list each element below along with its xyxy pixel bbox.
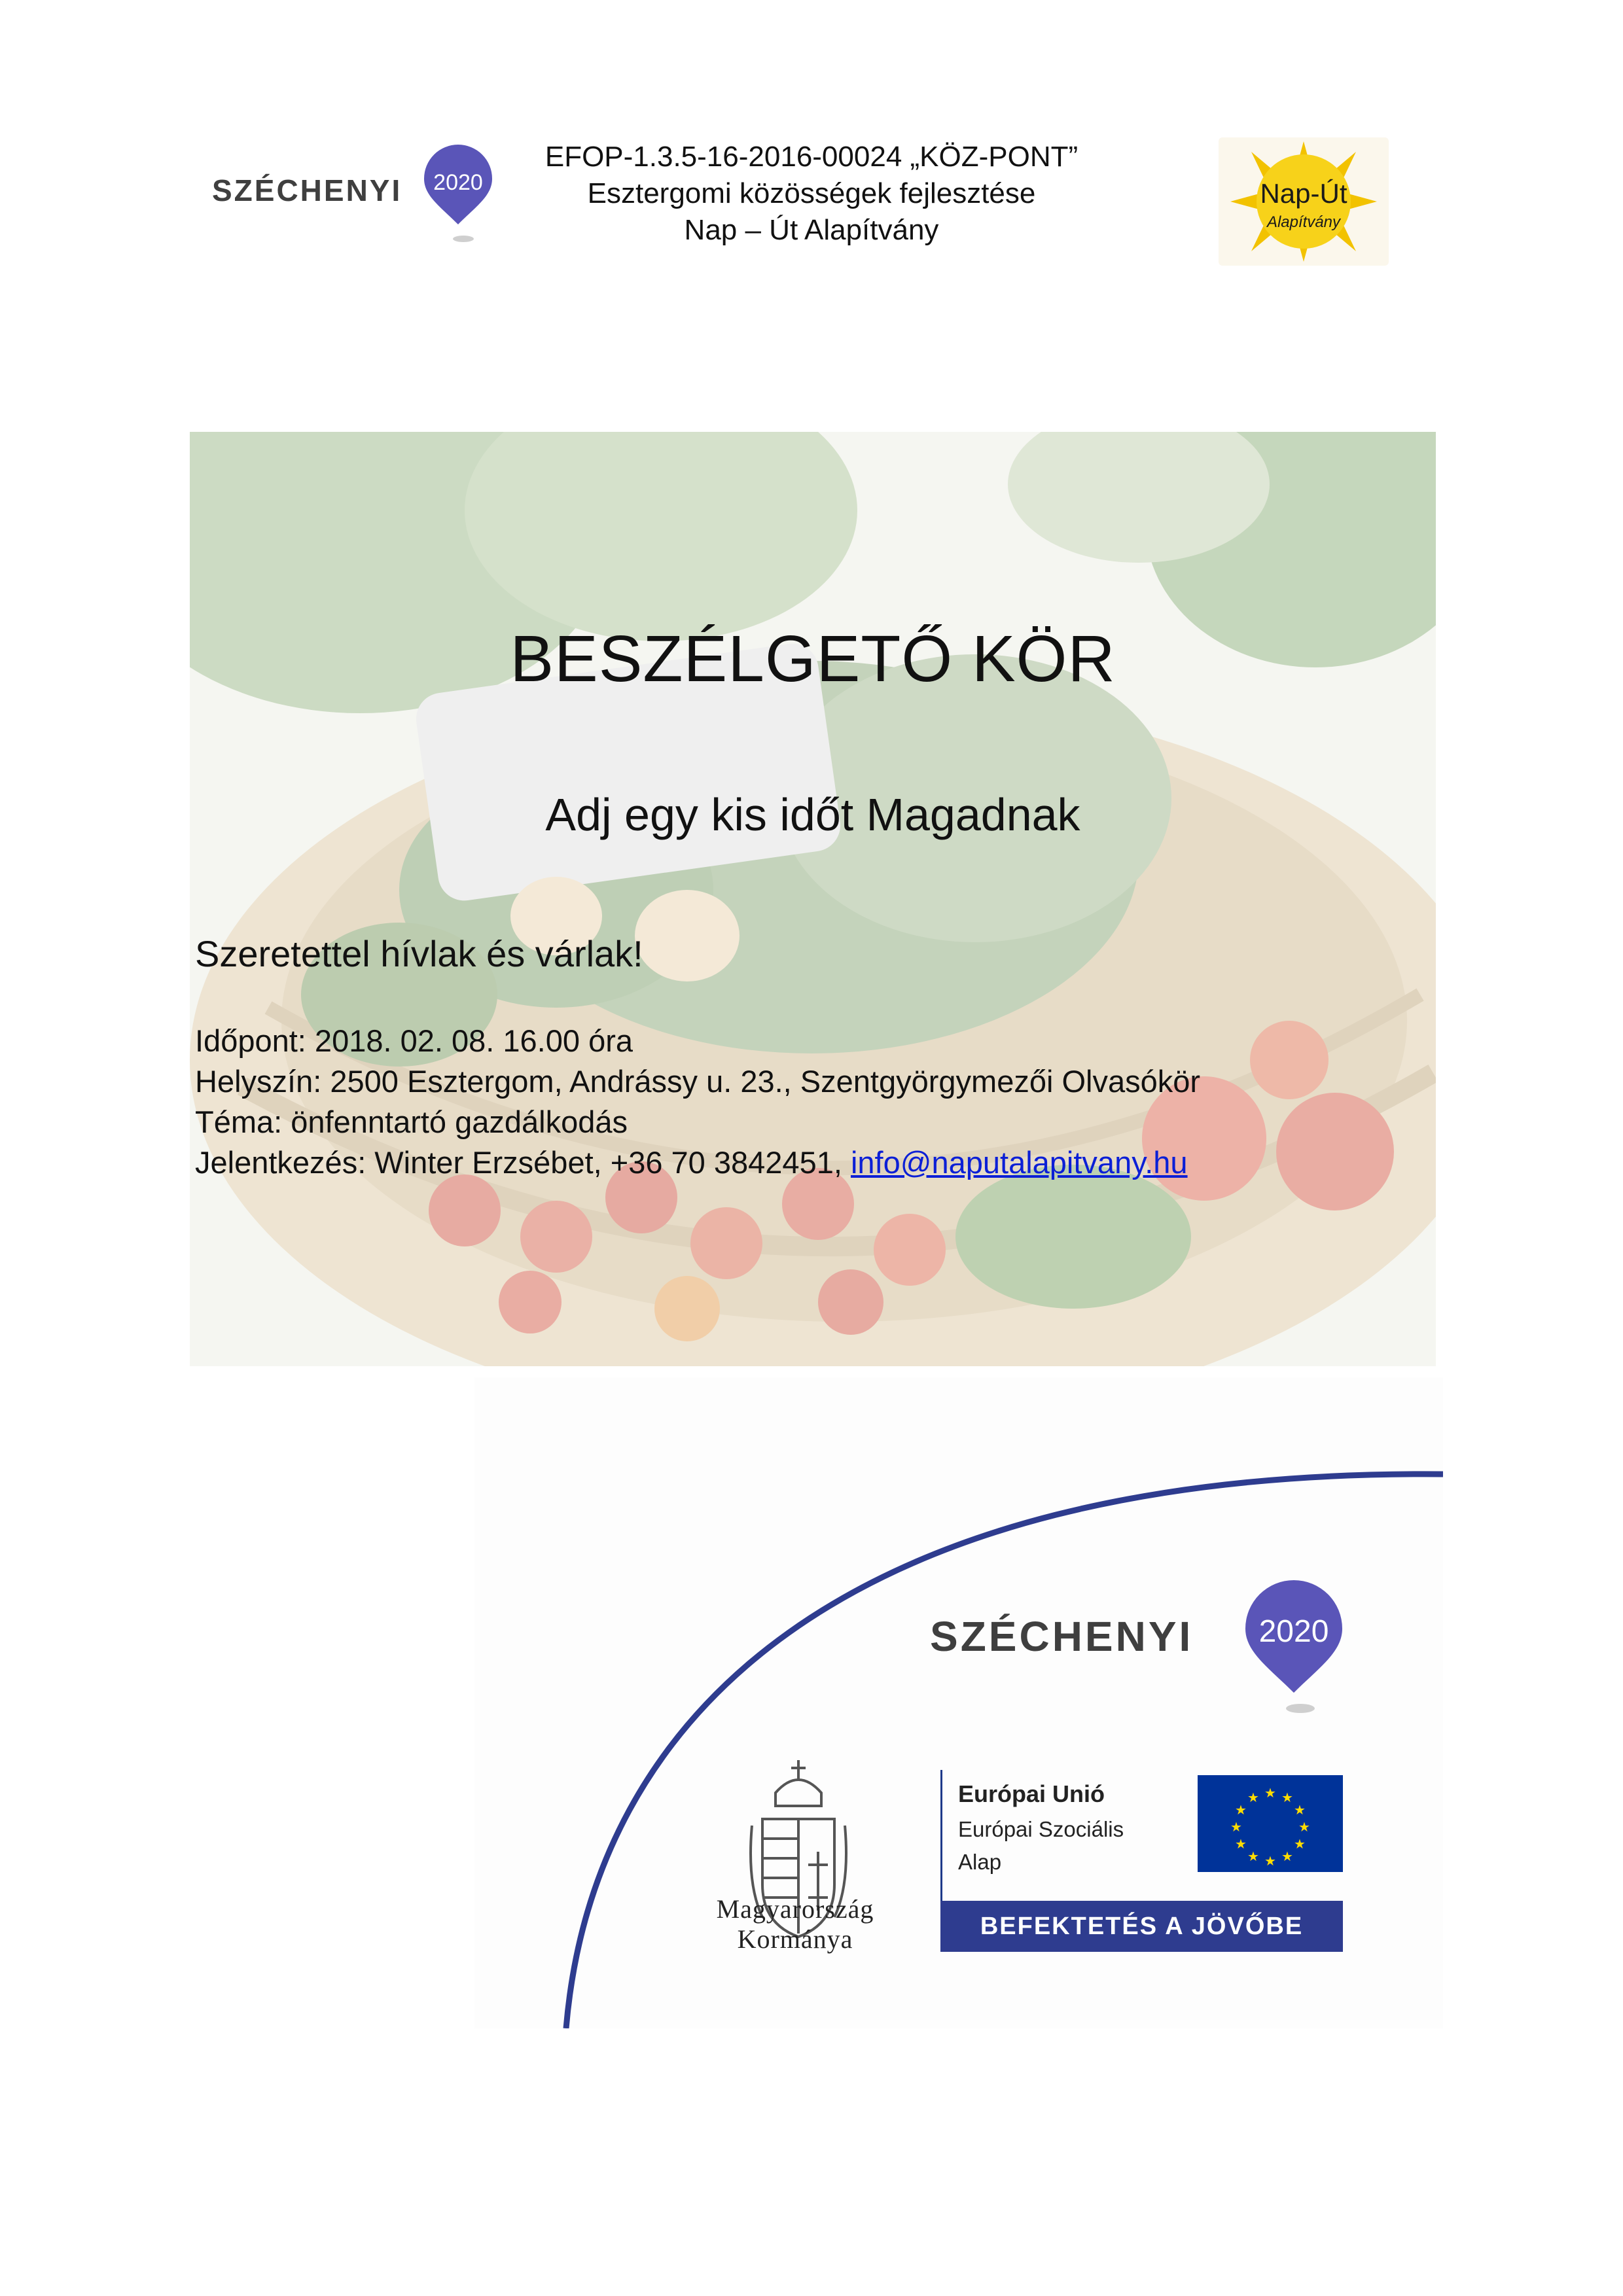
event-time: Időpont: 2018. 02. 08. 16.00 óra <box>195 1023 633 1058</box>
svg-text:★: ★ <box>1264 1785 1276 1801</box>
svg-text:★: ★ <box>1298 1819 1310 1835</box>
event-topic: Téma: önfenntartó gazdálkodás <box>195 1104 628 1139</box>
event-place: Helyszín: 2500 Esztergom, Andrássy u. 23., Szentgyörgymezői Olvasókör <box>195 1064 1201 1099</box>
svg-text:★: ★ <box>1294 1802 1306 1818</box>
szechenyi-year-footer: 2020 <box>1258 1614 1329 1649</box>
event-title: BESZÉLGETŐ KÖR <box>510 622 1116 696</box>
svg-text:★: ★ <box>1247 1790 1259 1805</box>
szechenyi-year: 2020 <box>433 170 483 195</box>
event-subtitle: Adj egy kis időt Magadnak <box>545 789 1080 840</box>
hero-photo-section <box>190 432 1436 1366</box>
event-signup <box>195 1142 1200 1183</box>
photo-white-overlay <box>190 432 1436 1366</box>
signup-contact: Jelentkezés: Winter Erzsébet, +36 70 3842451, <box>195 1145 851 1180</box>
svg-text:★: ★ <box>1281 1790 1293 1805</box>
nap-ut-logo-subtext: Alapítvány <box>1266 213 1341 231</box>
foundation-name: Nap – Út Alapítvány <box>684 214 939 246</box>
eu-flag-icon <box>1198 1775 1343 1872</box>
event-details <box>195 1021 1200 1183</box>
hungarian-government-label <box>671 1894 919 1954</box>
investment-banner: BEFEKTETÉS A JÖVŐBE <box>940 1901 1343 1952</box>
project-code: EFOP-1.3.5-16-2016-00024 „KÖZ-PONT” <box>544 141 1079 173</box>
svg-text:★: ★ <box>1235 1802 1247 1818</box>
szechenyi-2020-logo-header <box>209 141 497 245</box>
eu-title: Európai Unió <box>958 1780 1105 1807</box>
svg-text:★: ★ <box>1247 1848 1259 1864</box>
location-pin-icon <box>1245 1580 1342 1713</box>
nap-ut-logo-text: Nap-Út <box>1260 178 1347 209</box>
gov-line2: Kormánya <box>737 1924 853 1954</box>
svg-text:★: ★ <box>1235 1836 1247 1852</box>
szechenyi-wordmark: SZÉCHENYI <box>212 173 402 207</box>
project-title: Esztergomi közösségek fejlesztése <box>587 177 1036 209</box>
eu-fund-line1: Európai Szociális <box>958 1817 1124 1841</box>
email-link[interactable]: info@naputalapitvany.hu <box>850 1145 1188 1180</box>
eu-fund-line2: Alap <box>958 1850 1002 1874</box>
gov-line1: Magyarország <box>716 1894 874 1924</box>
funding-logo-panel <box>474 1377 1443 2028</box>
svg-text:★: ★ <box>1230 1819 1242 1835</box>
invitation-text: Szeretettel hívlak és várlak! <box>195 933 643 974</box>
svg-text:★: ★ <box>1294 1836 1306 1852</box>
szechenyi-wordmark-footer: SZÉCHENYI <box>930 1613 1194 1660</box>
szechenyi-2020-logo-footer <box>926 1574 1351 1718</box>
nap-ut-foundation-logo <box>1219 137 1389 266</box>
project-header <box>497 139 1126 249</box>
location-pin-icon <box>424 145 492 242</box>
svg-text:★: ★ <box>1264 1853 1276 1869</box>
eu-fund-name <box>958 1813 1124 1879</box>
european-union-label <box>940 1770 1178 1907</box>
svg-text:★: ★ <box>1281 1848 1293 1864</box>
